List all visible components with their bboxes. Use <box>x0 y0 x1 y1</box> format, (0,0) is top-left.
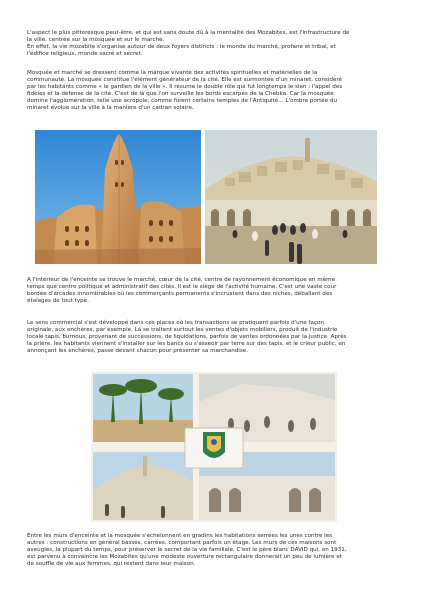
text-line: est parvenu à convaincre les Mozabites qu'une modeste ouverture rectangulaire donnerait un peu de lumière et <box>27 554 342 561</box>
text-line: aveugles, la plupart du temps, pour préserver le secret de la vie familiale. C'est le père blanc DAVID qui, en 1931, <box>27 547 347 554</box>
market-photo <box>205 130 377 264</box>
text-line: par les habitants comme « le gardien de la ville ». Il résume le double rôle qui fut longtemps le sien : l'appel des <box>27 84 343 91</box>
text-line: étalages de tout type. <box>27 298 89 305</box>
text-line: Le sens commercial s'est développé dans ces places où les transactions se pratiquent parfois d'une façon <box>27 320 324 326</box>
text-line: la ville, centrée sur la mosquée et sur le marché. <box>27 37 165 44</box>
text-line: la prière, les habitants viennent s'installer sur les bancs ou s'asseoir par terre sur des tapis, et le crieur public, en <box>27 341 346 348</box>
text-line: bordée d'arcades innombrables où les commerçants permanents s'incrustent dans des niches, déballant des <box>27 291 333 298</box>
paragraph-commerce <box>27 320 399 355</box>
paragraph-marche <box>27 277 399 305</box>
mosque-photo <box>35 130 201 264</box>
text-line: originale, aux enchères, par exemple. Là se traitent surtout les ventes d'objets mobiliers, produit de l'industrie <box>27 327 338 334</box>
paragraph-infrastructure <box>27 30 399 58</box>
text-line: A l'intérieur de l'enceinte se trouve le marché, cœur de la cité, centre de rayonnement économique en même <box>27 277 336 283</box>
text-line: communauté. La mosquée constitue l'élément générateur de la cité. Elle est surmontée d'un minaret, considéré <box>27 77 342 84</box>
text-line: de souffle de vie aux femmes, qui restent dans leur maison. <box>27 561 196 568</box>
text-line: autres : constructions en général basses, carrées, comportant parfois un étage. Les murs de ces maisons sont <box>27 540 337 547</box>
text-line: l'édifice religieux, monde sacré et secret. <box>27 51 143 58</box>
text-line: annonçant les enchères, passe devant chacun pour présenter sa marchandise. <box>27 348 248 355</box>
text-line: locale tapis, burnous, provenant de successions, de liquidations, parfois de ventes ordonnées par la justice. Après <box>27 334 347 341</box>
text-line: temps que centre politique et administratif des cités. Il est le siège de l'activité humaine. C'est une vaste cour <box>27 284 337 291</box>
coat-of-arms-emblem <box>185 428 243 468</box>
text-line: En effet, la vie mozabite s'organise autour de deux foyers distincts : le monde du marché, profane et tribal, et <box>27 44 336 51</box>
text-line: fidèles et la défense de la cité. C'est de là que l'on surveille les bords escarpés de la Chebka. Car la mosquée <box>27 91 334 98</box>
text-line: Mosquée et marché se dressent comme la marque vivante des activités spirituelles et matérielles de la <box>27 70 318 76</box>
text-line: Entre les murs d'enceinte et la mosquée s'échelonnent en gradins les habitations serrées les unes contre les <box>27 533 333 539</box>
text-line: L'aspect le plus pittoresque peut-être, et qui est sans doute dû à la mentalité des Mozabites, est l'infrastructure de <box>27 30 350 36</box>
paragraph-mosquee-marche <box>27 70 399 113</box>
postcard-collage <box>91 372 337 522</box>
text-line: minaret évolue sur la ville à la manière d'un cadran solaire. <box>27 105 194 112</box>
postcard-palms <box>93 374 193 442</box>
text-line: domine l'agglomération, telle une acropole, comme furent certains temples de l'Antiquité... L'ombre portée du <box>27 98 338 105</box>
paragraph-habitations <box>27 533 399 568</box>
postcard-town <box>93 452 193 520</box>
